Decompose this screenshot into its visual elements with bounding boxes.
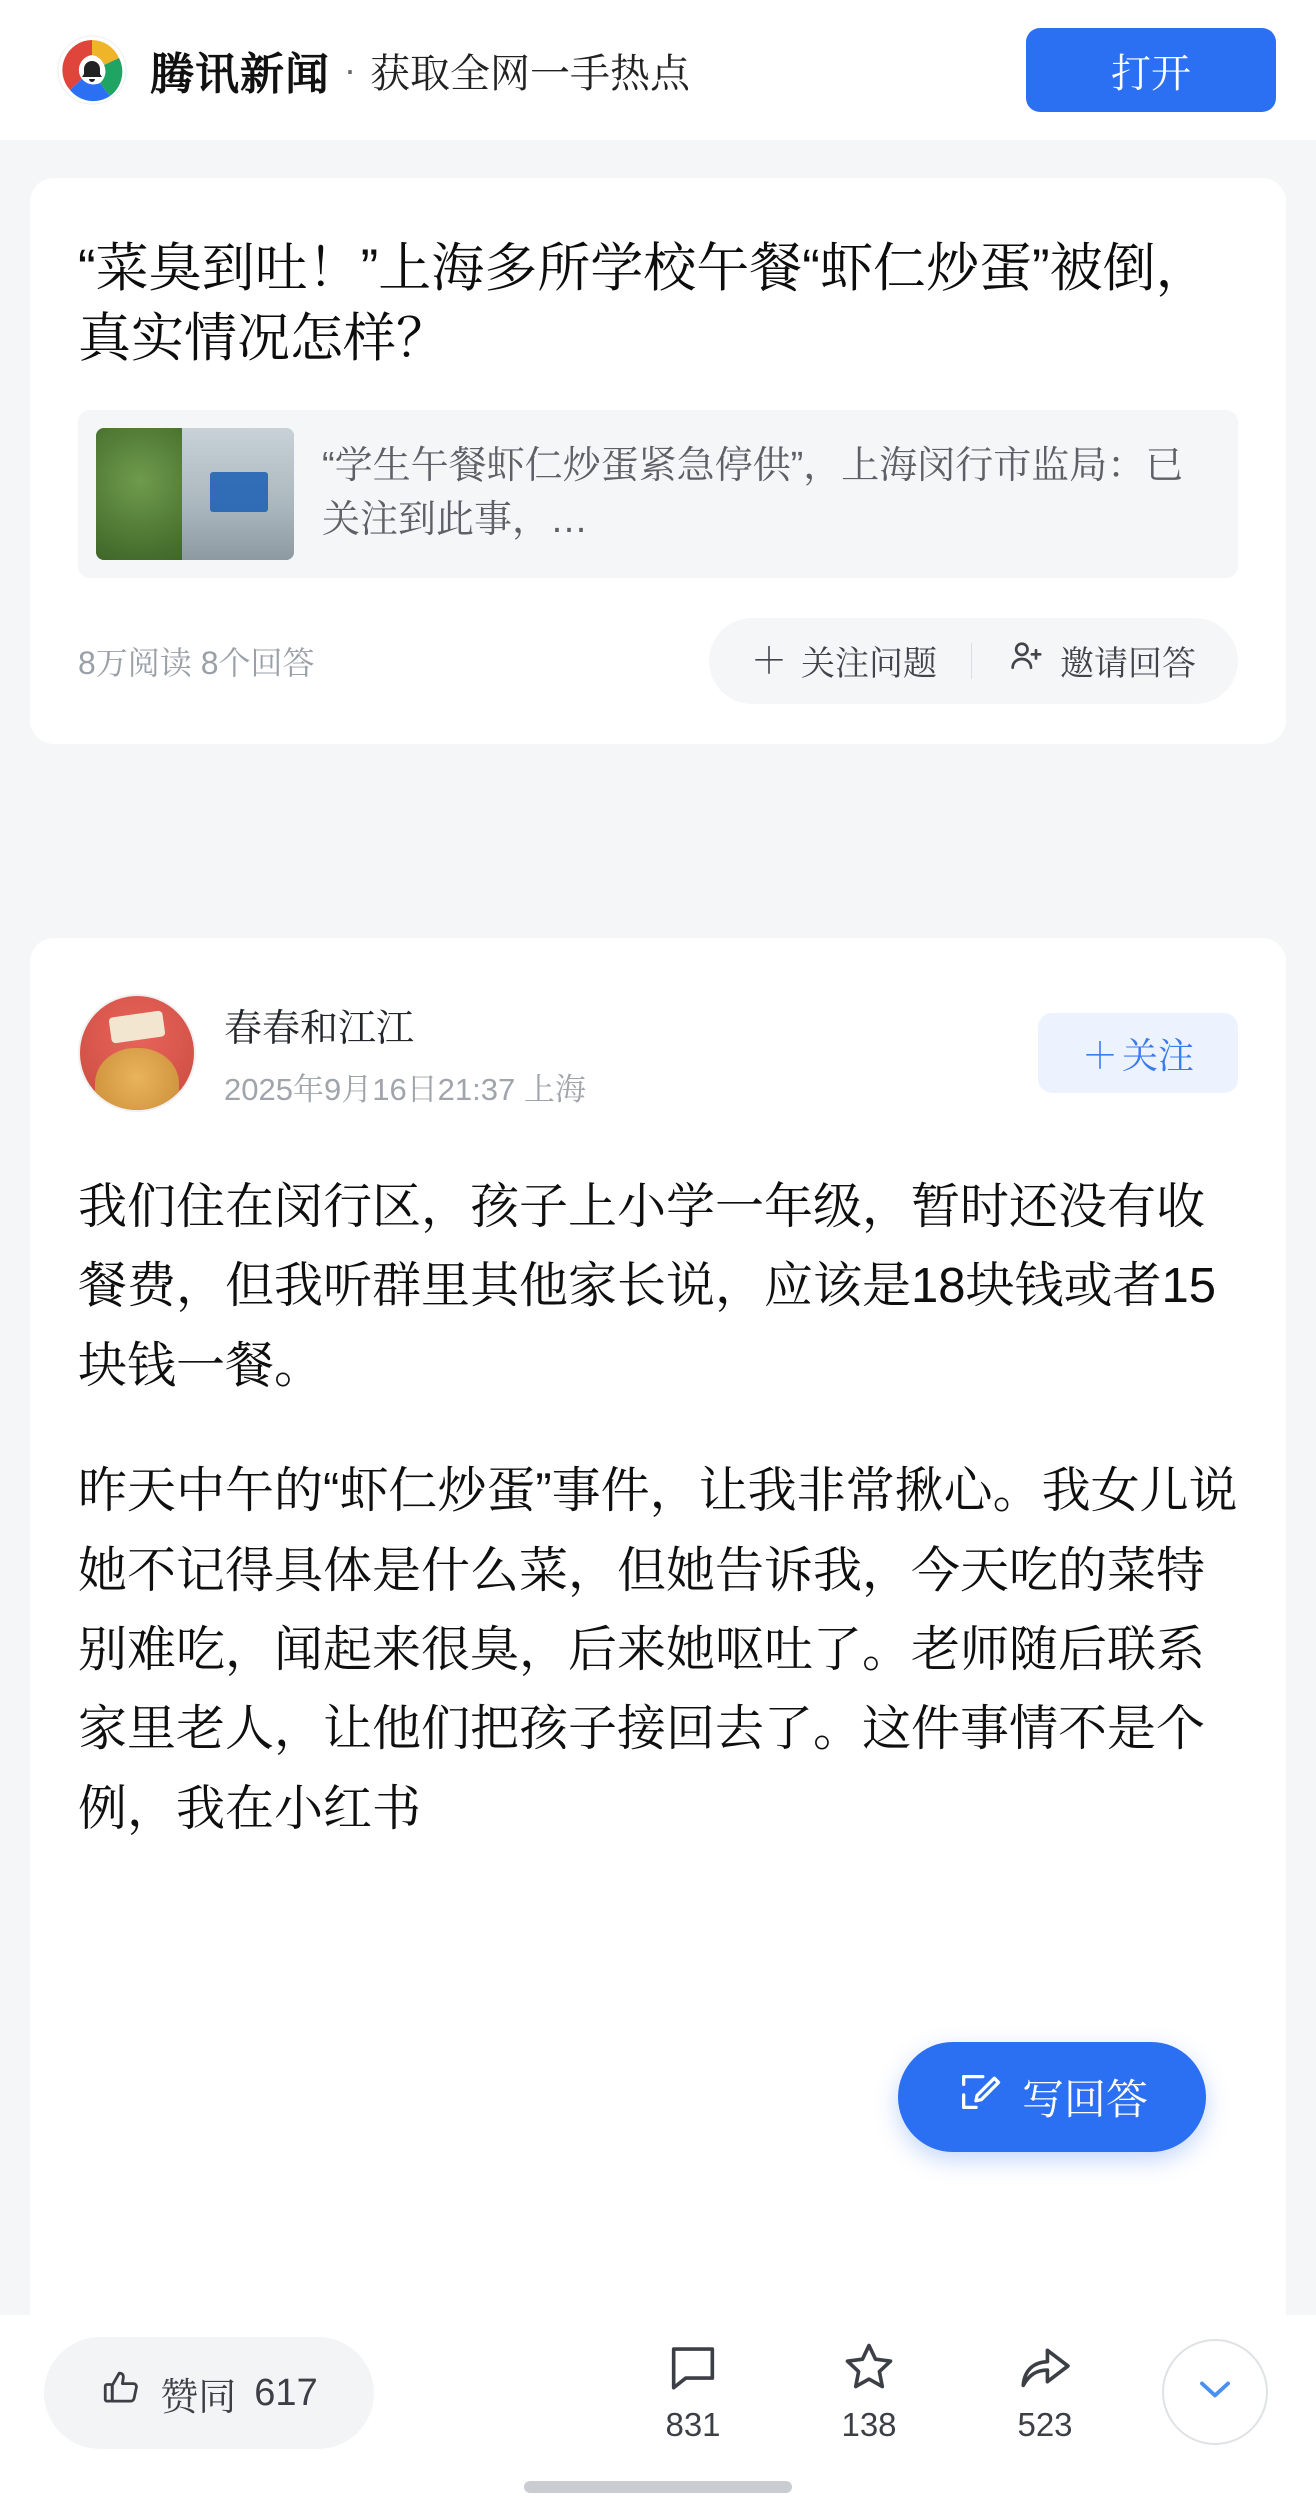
bottom-action-bar — [0, 2315, 1316, 2519]
compose-icon — [956, 2069, 1002, 2125]
comment-count: 831 — [665, 2406, 721, 2443]
follow-question-label: 关注问题 — [801, 645, 937, 684]
banner-separator: · — [344, 49, 356, 90]
follow-question-button[interactable] — [717, 618, 971, 704]
share-count: 523 — [1017, 2406, 1073, 2443]
answer-timestamp: 2025年9月16日21:37 上海 — [224, 1072, 586, 1107]
app-brand-name: 腾讯新闻 — [150, 50, 330, 99]
chevron-down-icon — [1189, 2364, 1241, 2421]
favorite-button[interactable] — [810, 2337, 928, 2444]
related-article-card[interactable] — [78, 410, 1238, 578]
plus-icon: ＋ — [750, 639, 787, 681]
thumbs-up-icon — [100, 2367, 142, 2419]
open-app-button[interactable]: 打开 — [1026, 28, 1276, 112]
question-title[interactable]: “菜臭到吐！”上海多所学校午餐“虾仁炒蛋”被倒，真实情况怎样？ — [78, 239, 1209, 368]
answer-body[interactable] — [78, 1168, 1238, 1849]
author-meta — [224, 997, 586, 1109]
related-article-title: “学生午餐虾仁炒蛋紧急停供”，上海闵行市监局：已关注到此事，… — [322, 444, 1184, 541]
app-slogan: 获取全网一手热点 — [370, 51, 690, 96]
follow-author-button[interactable] — [1038, 1013, 1238, 1093]
comment-button[interactable] — [634, 2337, 752, 2444]
invite-answer-label: 邀请回答 — [1060, 645, 1196, 684]
tencent-news-logo-icon — [56, 34, 128, 106]
question-footer — [78, 618, 1238, 704]
question-card — [30, 178, 1286, 744]
question-stats: 8万阅读 8个回答 — [78, 644, 315, 681]
bottom-bar-actions — [634, 2337, 1272, 2445]
share-button[interactable] — [986, 2337, 1104, 2444]
answer-paragraph: 昨天中午的“虾仁炒蛋”事件，让我非常揪心。我女儿说她不记得具体是什么菜，但她告诉我，今天吃的菜特别难吃，闻起来很臭，后来她呕吐了。老师随后联系家里老人，让他们把孩子接回去了。这件事情不是个例，我在小红书 — [78, 1464, 1238, 1836]
follow-author-label: 关注 — [1122, 1034, 1195, 1076]
related-article-thumbnail — [96, 428, 294, 560]
upvote-count: 617 — [254, 2371, 318, 2414]
home-indicator — [524, 2481, 792, 2493]
question-action-group — [709, 618, 1238, 704]
upvote-button[interactable] — [44, 2337, 374, 2449]
next-answer-button[interactable] — [1162, 2339, 1268, 2445]
comment-icon — [664, 2337, 722, 2400]
app-promo-banner — [0, 0, 1316, 140]
answer-author-row — [78, 988, 1238, 1118]
share-arrow-icon — [1016, 2337, 1074, 2400]
author-name[interactable]: 春春和江江 — [224, 1008, 415, 1050]
upvote-label: 赞同 — [160, 2376, 237, 2419]
answer-paragraph: 我们住在闵行区，孩子上小学一年级，暂时还没有收餐费，但我听群里其他家长说，应该是18块钱或者15块钱一餐。 — [78, 1180, 1217, 1393]
write-answer-button[interactable] — [898, 2042, 1206, 2152]
plus-icon: ＋ — [1081, 1034, 1118, 1076]
write-answer-label: 写回答 — [1021, 2076, 1148, 2123]
star-icon — [840, 2337, 898, 2400]
invite-answer-button[interactable] — [972, 618, 1230, 704]
favorite-count: 138 — [841, 2406, 897, 2443]
avatar[interactable] — [78, 994, 196, 1112]
invite-person-icon — [1006, 636, 1046, 685]
